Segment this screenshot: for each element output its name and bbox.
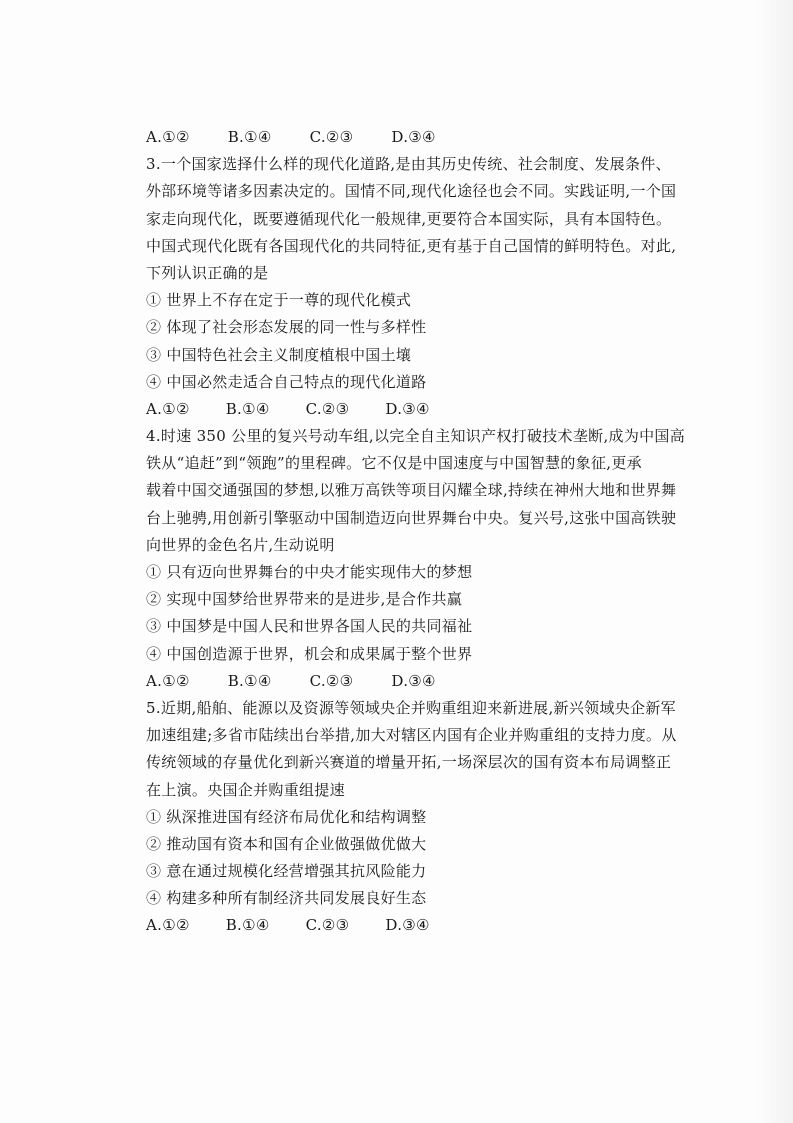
- q5-item: ④ 构建多种所有制经济共同发展良好生态: [146, 889, 427, 908]
- q3-stem-line: 中国式现代化既有各国现代化的共同特征,更有基于自己国情的鲜明特色。对此,: [146, 236, 677, 255]
- q5-stem-line: 5.近期,船舶、能源以及资源等领域央企并购重组迎来新进展,新兴领域央企新军: [146, 698, 676, 717]
- q4-option-b: B.①④: [227, 671, 272, 690]
- q5-option-b: B.①④: [225, 916, 270, 935]
- q4-item: ③ 中国梦是中国人民和世界各国人民的共同福祉: [146, 617, 473, 636]
- q3-option-d: D.③④: [385, 399, 430, 418]
- q3-item: ④ 中国必然走适合自己特点的现代化道路: [146, 372, 427, 391]
- q5-options: [146, 912, 666, 939]
- q4-option-c: C.②③: [309, 671, 354, 690]
- q5-stem-line: 传统领域的存量优化到新兴赛道的增量开拓,一场深层次的国有资本布局调整正: [146, 753, 672, 772]
- q4-stem-line: 向世界的金色名片,生动说明: [146, 535, 335, 554]
- question-content: [146, 124, 686, 940]
- q4-item: ① 只有迈向世界舞台的中央才能实现伟大的梦想: [146, 563, 473, 581]
- q3-item: ① 世界上不存在定于一尊的现代化模式: [146, 291, 412, 310]
- q2-options: [146, 124, 666, 151]
- question-5: [146, 695, 677, 940]
- q3-stem-line: 下列认识正确的是: [146, 263, 269, 282]
- q5-item: ① 纵深推进国有经济布局优化和结构调整: [146, 807, 427, 826]
- q2-option-d: D.③④: [391, 128, 436, 146]
- question-3: [146, 151, 677, 423]
- q4-stem-line: 载着中国交通强国的梦想,以雅万高铁等项目闪耀全球,持续在神州大地和世界舞: [146, 481, 677, 500]
- q4-item: ② 实现中国梦给世界带来的是进步,是合作共赢: [146, 590, 463, 609]
- q4-stem-line: 铁从“追赶”到“领跑”的里程碑。它不仅是中国速度与中国智慧的象征,更承: [146, 454, 642, 473]
- q3-stem-line: 外部环境等诸多因素决定的。国情不同,现代化途径也会不同。实践证明,一个国: [146, 182, 677, 201]
- q3-stem-line: 家走向现代化，既要遵循现代化一般规律,更要符合本国实际，具有本国特色。: [146, 209, 672, 228]
- question-4: [146, 423, 686, 695]
- q3-option-c: C.②③: [305, 399, 350, 418]
- q4-option-a: A.①②: [146, 671, 190, 690]
- q2-option-c: C.②③: [309, 128, 354, 146]
- q5-stem-line: 在上演。央国企并购重组提速: [146, 780, 345, 799]
- q4-stem-line: 台上驰骋,用创新引擎驱动中国制造迈向世界舞台中央。复兴号,这张中国高铁驶: [146, 508, 677, 527]
- q5-option-d: D.③④: [385, 916, 430, 935]
- q4-options: [146, 668, 666, 695]
- q5-item: ② 推动国有资本和国有企业做强做优做大: [146, 834, 427, 853]
- q4-stem-line: 4.时速 350 公里的复兴号动车组,以完全自主知识产权打破技术垄断,成为中国高: [146, 427, 686, 446]
- q3-item: ② 体现了社会形态发展的同一性与多样性: [146, 318, 427, 337]
- q3-item: ③ 中国特色社会主义制度植根中国土壤: [146, 345, 412, 364]
- scan-edge-shade: [757, 0, 793, 1123]
- q4-option-d: D.③④: [391, 671, 436, 690]
- q3-options: [146, 396, 666, 423]
- q5-item: ③ 意在通过规模化经营增强其抗风险能力: [146, 862, 427, 881]
- q2-option-a: A.①②: [146, 128, 190, 146]
- q3-stem-line: 3.一个国家选择什么样的现代化道路,是由其历史传统、社会制度、发展条件、: [146, 155, 671, 174]
- q2-option-b: B.①④: [227, 128, 272, 146]
- q3-option-a: A.①②: [146, 399, 190, 418]
- q5-stem-line: 加速组建;多省市陆续出台举措,加大对辖区内国有企业并购重组的支持力度。从: [146, 726, 677, 745]
- q3-option-b: B.①④: [225, 399, 270, 418]
- q5-option-a: A.①②: [146, 916, 190, 935]
- q5-option-c: C.②③: [305, 916, 350, 935]
- q4-item: ④ 中国创造源于世界，机会和成果属于整个世界: [146, 644, 473, 663]
